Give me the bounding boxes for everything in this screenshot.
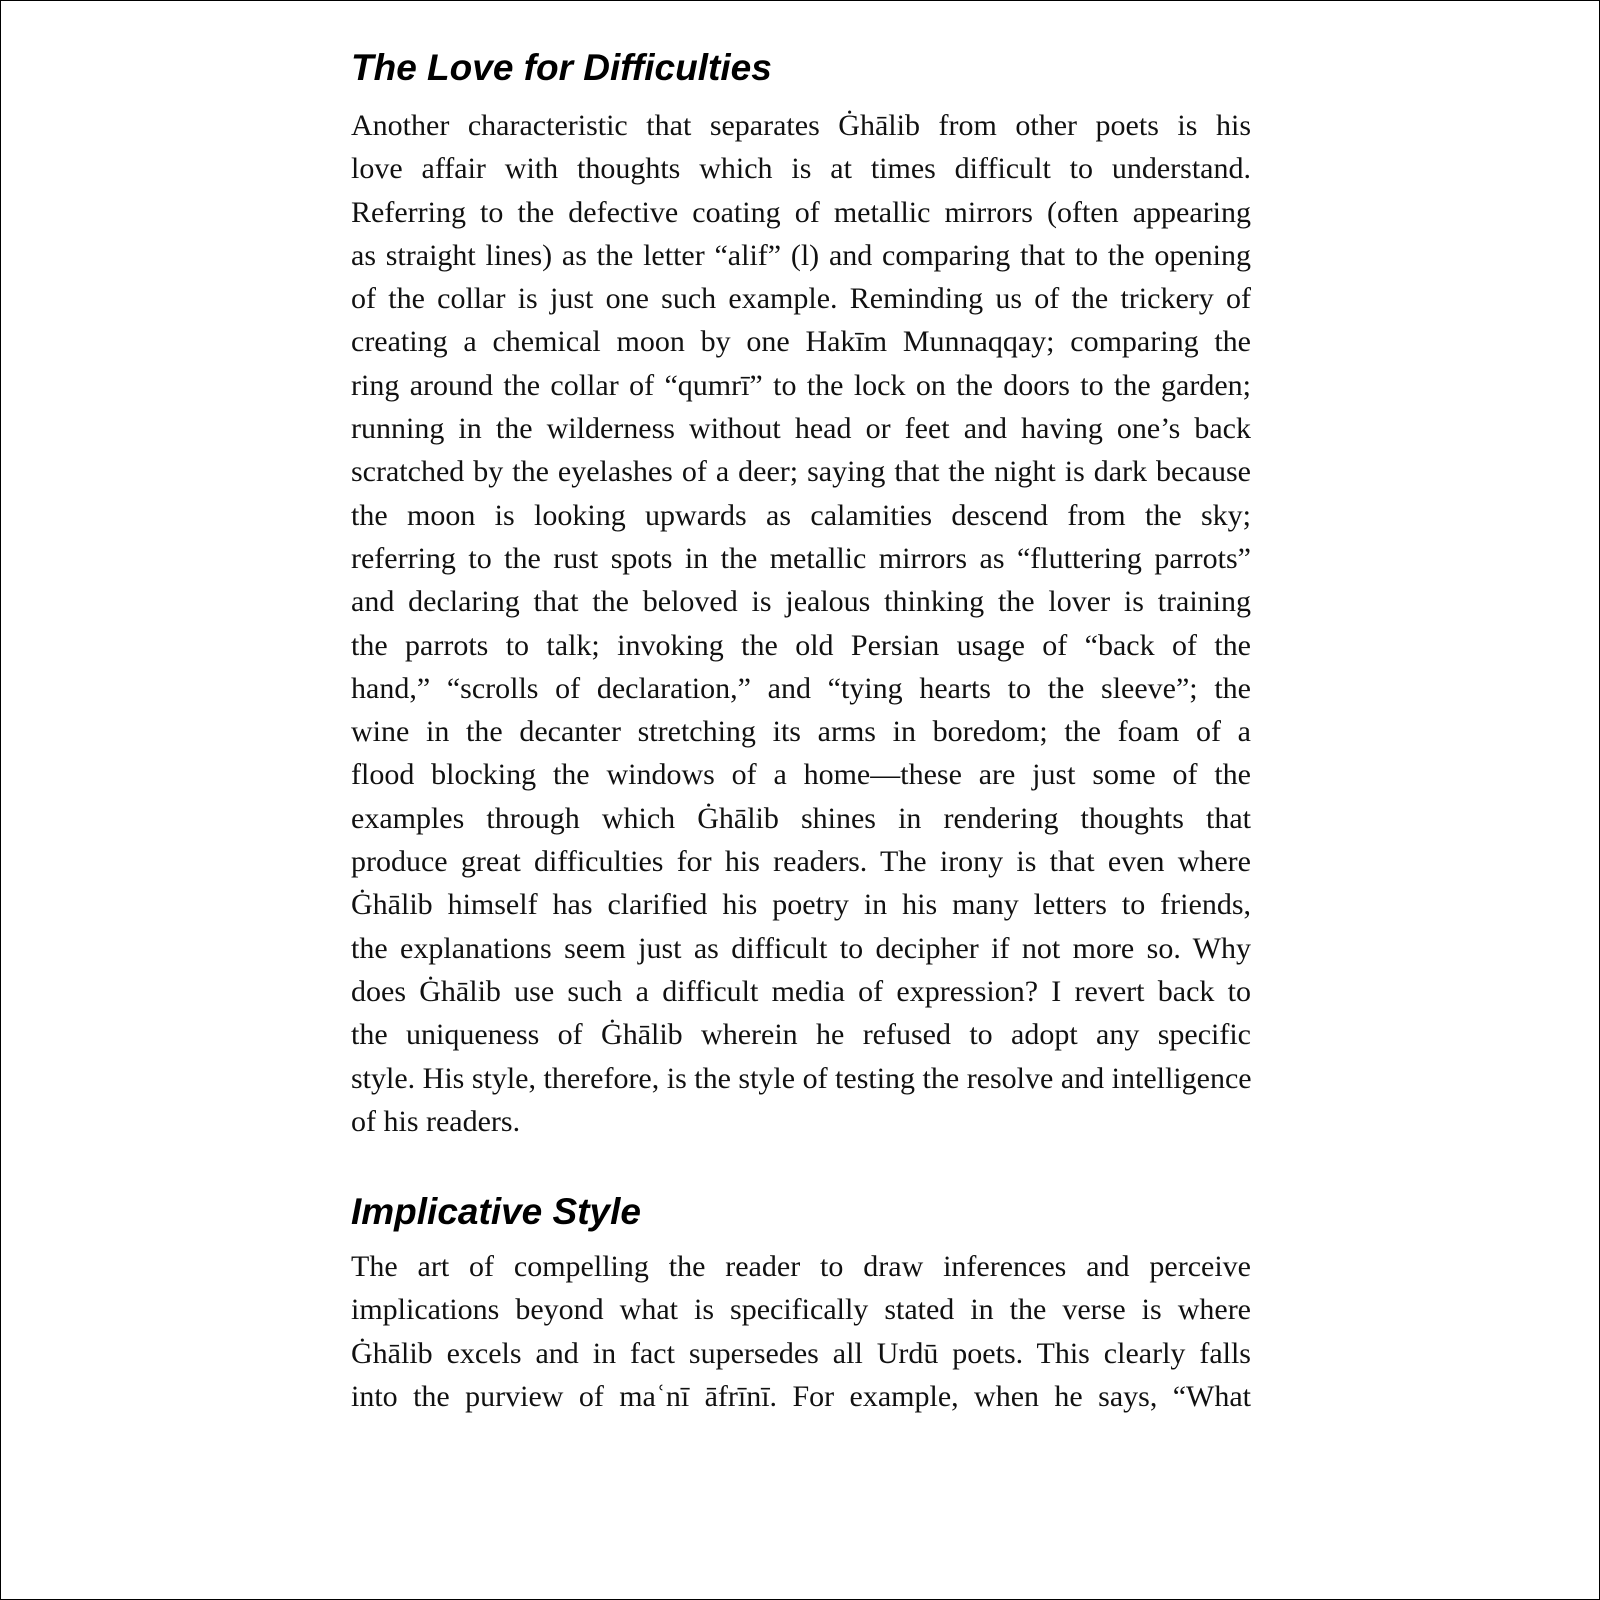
text-line: of the collar is just one such example. Reminding us of the trickery of	[351, 282, 1251, 316]
text-line: produce great difficulties for his readers. The irony is that even where	[351, 845, 1251, 879]
text-line: wine in the decanter stretching its arms in boredom; the foam of a	[351, 715, 1251, 749]
text-line: hand,” “scrolls of declaration,” and “tying hearts to the sleeve”; the	[351, 671, 1251, 705]
text-line: the moon is looking upwards as calamities descend from the sky;	[351, 498, 1251, 532]
paragraph-love-for-difficulties	[351, 104, 1251, 1143]
text-line: scratched by the eyelashes of a deer; saying that the night is dark because	[351, 455, 1251, 489]
text-line: into the purview of maʿnī āfrīnī. For example, when he says, “What	[351, 1380, 1251, 1414]
text-line: Referring to the defective coating of metallic mirrors (often appearing	[351, 195, 1251, 229]
text-line: running in the wilderness without head or feet and having one’s back	[351, 412, 1251, 446]
section-heading-love-for-difficulties: The Love for Difficulties	[351, 47, 772, 88]
text-line: the uniqueness of Ġhālib wherein he refused to adopt any specific	[351, 1018, 1251, 1052]
text-line: as straight lines) as the letter “alif” (l) and comparing that to the opening	[351, 238, 1251, 272]
text-line: style. His style, therefore, is the style of testing the resolve and intelligence	[351, 1061, 1252, 1095]
paragraph-implicative-style	[351, 1245, 1251, 1418]
section-heading-implicative-style: Implicative Style	[351, 1191, 641, 1233]
text-line: implications beyond what is specifically stated in the verse is where	[351, 1293, 1251, 1327]
text-line: creating a chemical moon by one Hakīm Munnaqqay; comparing the	[351, 325, 1251, 359]
text-line: Ġhālib himself has clarified his poetry in his many letters to friends,	[351, 888, 1251, 922]
text-line: referring to the rust spots in the metallic mirrors as “fluttering parrots”	[351, 541, 1251, 575]
text-line: examples through which Ġhālib shines in rendering thoughts that	[351, 801, 1251, 835]
text-line: Another characteristic that separates Ġhālib from other poets is his	[351, 109, 1251, 142]
text-line: flood blocking the windows of a home—these are just some of the	[351, 758, 1251, 792]
text-line: the parrots to talk; invoking the old Persian usage of “back of the	[351, 628, 1251, 662]
text-line: and declaring that the beloved is jealous thinking the lover is training	[351, 585, 1251, 619]
text-line: ring around the collar of “qumrī” to the lock on the doors to the garden;	[351, 368, 1251, 402]
text-line: Ġhālib excels and in fact supersedes all Urdū poets. This clearly falls	[351, 1336, 1251, 1370]
text-line: the explanations seem just as difficult to decipher if not more so. Why	[351, 931, 1251, 965]
text-line: does Ġhālib use such a difficult media of expression? I revert back to	[351, 974, 1251, 1008]
text-line: of his readers.	[351, 1104, 521, 1138]
text-line: love affair with thoughts which is at times difficult to understand.	[351, 152, 1251, 186]
text-column	[351, 45, 1251, 1418]
text-line: The art of compelling the reader to draw inferences and perceive	[351, 1250, 1251, 1284]
